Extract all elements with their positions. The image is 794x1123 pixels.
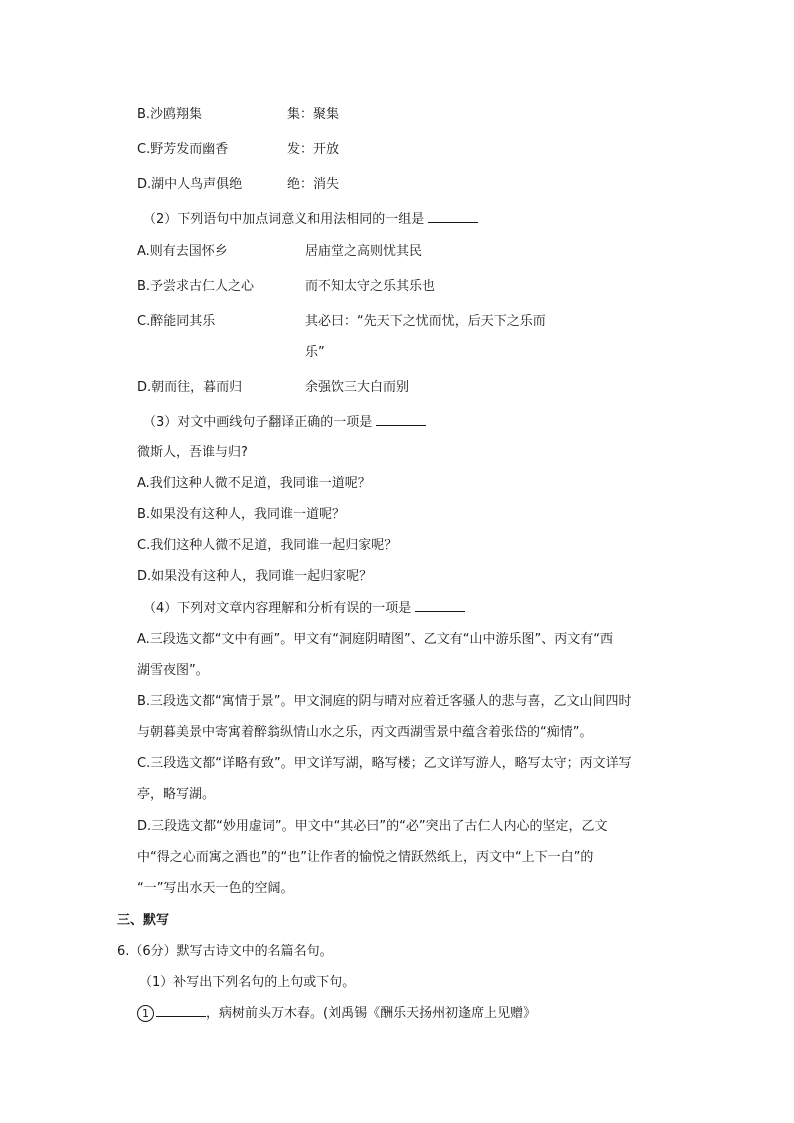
circled-number: 1 bbox=[137, 1005, 154, 1022]
q5-1-option-c-gloss: 发：开放 bbox=[287, 142, 340, 157]
q6-item-1: 1 ，病树前头万木春。(刘禹锡《酬乐天扬州初逢席上见赠》 bbox=[137, 1004, 536, 1023]
q5-3-option-b: B.如果没有这种人，我同谁一道呢？ bbox=[137, 507, 346, 522]
q5-3-option-d: D.如果没有这种人，我同谁一起归家呢？ bbox=[137, 569, 373, 584]
q6-sub-stem: （1）补写出下列名句的上句或下句。 bbox=[139, 975, 356, 990]
q5-3-option-c: C.我们这种人微不足道，我同谁一起归家呢？ bbox=[137, 538, 398, 553]
section-heading: 三、默写 bbox=[117, 913, 170, 928]
q5-4-line-6: 亭，略写湖。 bbox=[137, 787, 216, 802]
q5-4-line-8: 中“得之心而寓之酒也”的“也”让作者的愉悦之情跃然纸上，丙文中“上下一白”的 bbox=[137, 850, 594, 865]
q5-3-option-a: A.我们这种人微不足道，我同谁一道呢？ bbox=[137, 476, 371, 491]
q5-2-option-a: A.则有去国怀乡 bbox=[137, 244, 228, 259]
q6-stem: 6.（6分）默写古诗文中的名篇名句。 bbox=[117, 944, 333, 959]
q5-4-line-5: C.三段选文都“详略有致”。甲文详写湖，略写楼；乙文详写游人，略写太守；丙文详写 bbox=[137, 756, 632, 771]
q5-4-line-4: 与朝暮美景中寄寓着醉翁纵情山水之乐，丙文西湖雪景中蕴含着张岱的“痴情”。 bbox=[137, 725, 593, 740]
answer-blank[interactable] bbox=[415, 599, 465, 612]
q5-4-stem: （4）下列对文章内容理解和分析有误的一项是 bbox=[143, 599, 465, 618]
fill-in-blank[interactable] bbox=[156, 1004, 206, 1017]
answer-blank[interactable] bbox=[428, 210, 478, 223]
q5-2-option-d: D.朝而往，暮而归 bbox=[137, 380, 243, 395]
q5-4-line-3: B.三段选文都“寓情于景”。甲文洞庭的阴与晴对应着迁客骚人的悲与喜，乙文山间四时 bbox=[137, 694, 632, 709]
q5-4-line-1: A.三段选文都“文中有画”。甲文有“洞庭阴晴图”、乙文有“山中游乐图”、丙文有“西 bbox=[137, 632, 613, 647]
q5-2-option-b-pair: 而不知太守之乐其乐也 bbox=[305, 279, 436, 294]
q5-1-option-d: D.湖中人鸟声俱绝 bbox=[137, 177, 243, 192]
q5-1-option-d-gloss: 绝：消失 bbox=[287, 177, 340, 192]
q5-4-line-2: 湖雪夜图”。 bbox=[137, 663, 209, 678]
q5-3-sentence: 微斯人，吾谁与归? bbox=[137, 445, 248, 460]
q5-2-stem: （2）下列语句中加点词意义和用法相同的一组是 bbox=[143, 210, 478, 229]
q5-2-option-c-pair: 其必曰：“先天下之忧而忧，后天下之乐而 bbox=[305, 314, 546, 329]
q5-1-option-c: C.野芳发而幽香 bbox=[137, 142, 229, 157]
q5-4-line-7: D.三段选文都“妙用虚词”。甲文中“其必曰”的“必”突出了古仁人内心的坚定，乙文 bbox=[137, 819, 608, 834]
q5-2-option-d-pair: 余强饮三大白而别 bbox=[305, 380, 410, 395]
q5-2-option-b: B.予尝求古仁人之心 bbox=[137, 279, 255, 294]
q5-2-option-c: C.醉能同其乐 bbox=[137, 314, 216, 329]
q5-3-stem: （3）对文中画线句子翻译正确的一项是 bbox=[143, 413, 426, 432]
q5-2-option-a-pair: 居庙堂之高则忧其民 bbox=[305, 244, 423, 259]
q5-2-option-c-pair-cont: 乐” bbox=[305, 345, 325, 360]
q5-1-option-b-gloss: 集：聚集 bbox=[287, 107, 340, 122]
q5-1-option-b: B.沙鸥翔集 bbox=[137, 107, 203, 122]
answer-blank[interactable] bbox=[376, 413, 426, 426]
q5-4-line-9: “一”写出水天一色的空阔。 bbox=[137, 881, 294, 896]
